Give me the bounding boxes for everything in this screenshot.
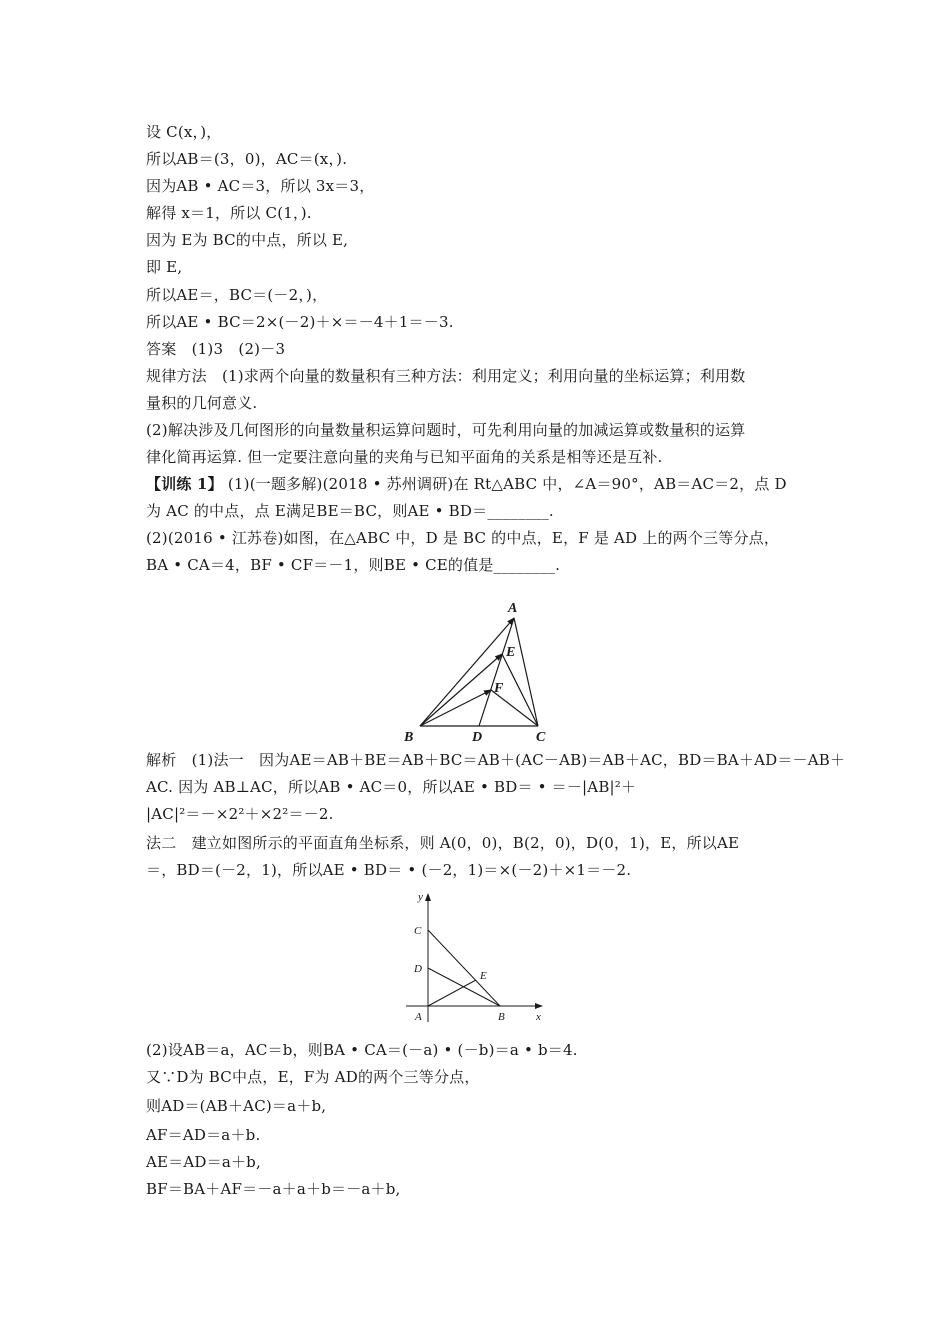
text-line-1: 设 C(x，)， (146, 123, 222, 141)
exercise-line-2: 为 AC 的中点，点 E满足BE＝BC，则AE • BD＝________. (146, 502, 554, 520)
label-point-c: C (414, 925, 422, 937)
method-line-3: (2)解决涉及几何图形的向量数量积运算问题时，可先利用向量的加减运算或数量积的运算 (146, 421, 746, 439)
method-line-1: 规律方法 (1)求两个向量的数量积有三种方法：利用定义；利用向量的坐标运算；利用数 (146, 367, 746, 385)
label-x: x (536, 1011, 541, 1023)
solution2-line-1: (2)设AB＝a，AC＝b，则BA • CA＝(－a) • (－b)＝a • b＝4. (146, 1041, 578, 1059)
label-d: D (472, 730, 483, 745)
label-origin-a: A (415, 1011, 422, 1023)
segment-ae (428, 980, 476, 1006)
text-line-4: 解得 x＝1，所以 C(1，). (146, 204, 312, 222)
solution2-line-6: BF＝BA＋AF＝－a＋a＋b＝－a＋b, (146, 1180, 401, 1198)
label-y: y (418, 891, 423, 903)
vector-ba (420, 618, 514, 726)
solution-line-3: |AC|²＝－×2²＋×2²＝－2. (146, 805, 334, 823)
solution2-line-3: 则AD＝(AB＋AC)＝a＋b, (146, 1097, 327, 1115)
segment-ce (502, 654, 538, 726)
method-line-2: 量积的几何意义. (146, 394, 258, 412)
label-c: C (536, 730, 546, 745)
text-line-2: 所以AB＝(3，0)，AC＝(x，). (146, 150, 348, 168)
solution-line-2: AC. 因为 AB⊥AC，所以AB • AC＝0，所以AE • BD＝ • ＝－|AB|²＋ (146, 778, 637, 796)
label-f: F (494, 681, 504, 696)
text-line-3: 因为AB • AC＝3，所以 3x＝3， (146, 177, 375, 195)
text-line-8: 所以AE • BC＝2×(－2)＋×＝－4＋1＝－3. (146, 313, 454, 331)
triangle-figure (400, 598, 560, 748)
label-point-b: B (498, 1011, 505, 1023)
solution2-line-2: 又∵D为 BC中点，E，F为 AD的两个三等分点， (146, 1068, 480, 1086)
method-line-4: 律化简再运算. 但一定要注意向量的夹角与已知平面角的关系是相等还是互补. (146, 448, 663, 466)
label-b: B (404, 730, 414, 745)
text-line-7: 所以AE＝，BC＝(－2，)， (146, 286, 328, 304)
solution2-line-5: AE＝AD＝a＋b, (146, 1153, 261, 1171)
answer-line: 答案 (1)3 (2)－3 (146, 340, 286, 358)
solution2-line-4: AF＝AD＝a＋b. (146, 1126, 261, 1144)
exercise-line-4: BA • CA＝4，BF • CF＝－1，则BE • CE的值是________. (146, 556, 561, 574)
text-line-5: 因为 E为 BC的中点，所以 E, (146, 231, 349, 249)
exercise-line-1 (146, 474, 787, 494)
label-a: A (508, 601, 518, 616)
segment-cb (428, 930, 500, 1006)
exercise-text-1: (1)(一题多解)(2018 • 苏州调研)在 Rt△ABC 中，∠A＝90°，AB＝AC＝2，点 D (222, 475, 787, 493)
exercise-line-3: (2)(2016 • 江苏卷)如图，在△ABC 中，D 是 BC 的中点，E，F 是 AD 上的两个三等分点， (146, 529, 780, 547)
solution-line-1: 解析 (1)法一 因为AE＝AB＋BE＝AB＋BC＝AB＋(AC－AB)＝AB＋AC，BD＝BA＋AD＝－AB＋ (146, 751, 846, 769)
exercise-tag: 【训练 1】 (146, 475, 223, 493)
solution-line-4: 法二 建立如图所示的平面直角坐标系，则 A(0，0)，B(2，0)，D(0，1)，E，所以AE (146, 834, 740, 852)
solution-line-5: ＝，BD＝(－2，1)，所以AE • BD＝ • (－2，1)＝×(－2)＋×1＝－2. (146, 861, 632, 879)
label-e: E (506, 645, 516, 660)
median-ad (479, 618, 514, 726)
label-point-d: D (414, 963, 422, 975)
coordinate-figure (400, 888, 550, 1028)
label-point-e: E (480, 970, 487, 982)
text-line-6: 即 E, (146, 258, 183, 276)
